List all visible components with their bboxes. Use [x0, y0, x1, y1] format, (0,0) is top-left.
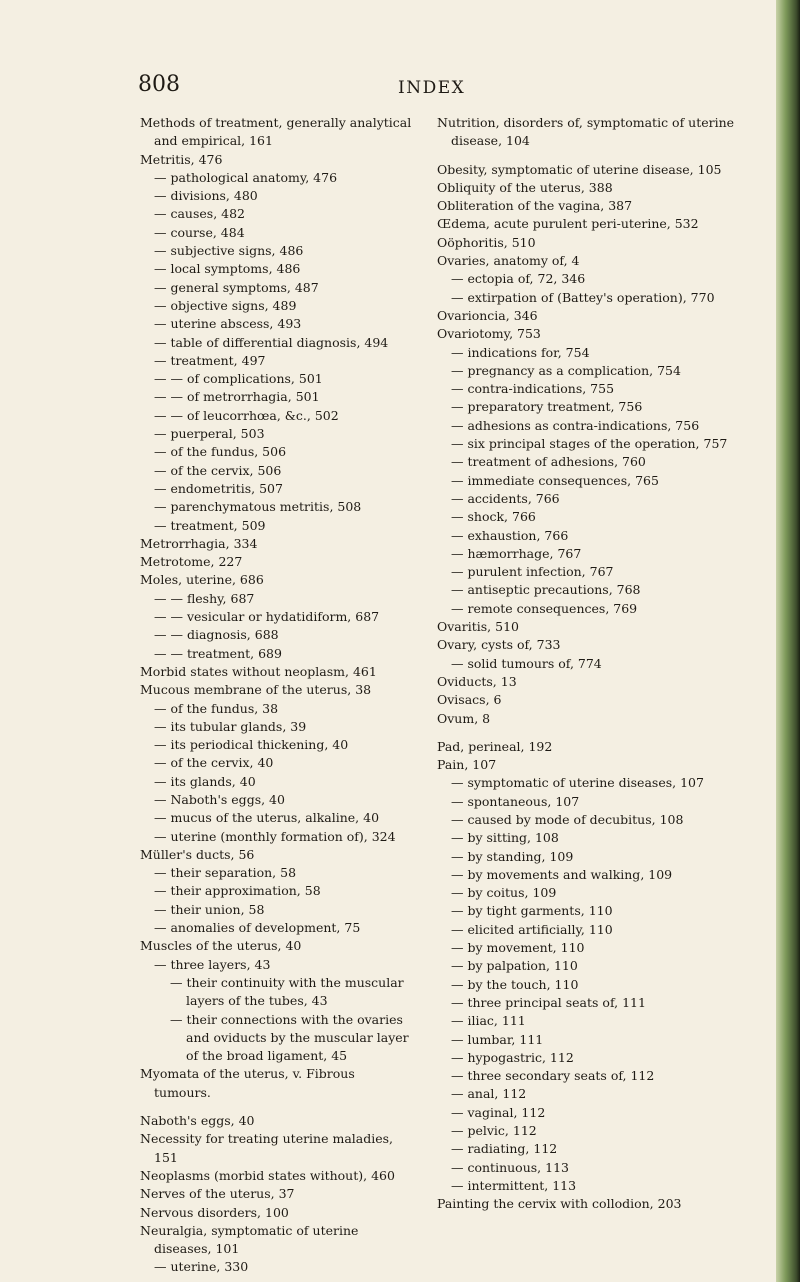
index-entry: Nerves of the uterus, 37 [140, 1186, 295, 1202]
index-entry: Neuralgia, symptomatic of uterine diseases, 101 [140, 1222, 359, 1257]
index-subentry: — uterine, 330 [154, 1259, 249, 1275]
index-subentry: — — of leucorrhœa, &c., 502 [154, 407, 339, 423]
index-subentry: — its glands, 40 [154, 773, 256, 789]
index-subentry: — treatment, 497 [154, 352, 266, 368]
index-subentry: — objective signs, 489 [154, 297, 297, 313]
index-entry: Muscles of the uterus, 40 [140, 938, 302, 954]
index-subentry: — exhaustion, 766 [451, 527, 569, 543]
index-entry: Obliteration of the vagina, 387 [437, 198, 633, 214]
index-subentry: — puerperal, 503 [154, 426, 265, 442]
index-subentry: — three principal seats of, 111 [451, 994, 646, 1010]
index-subentry: — preparatory treatment, 756 [451, 399, 643, 415]
index-subentry: — three layers, 43 [154, 956, 271, 972]
index-subentry: — by movement, 110 [451, 940, 585, 956]
index-subentry: — of the fundus, 38 [154, 700, 279, 716]
index-subentry: — immediate consequences, 765 [451, 472, 659, 488]
index-subentry: — intermittent, 113 [451, 1177, 577, 1193]
index-subentry: — caused by mode of decubitus, 108 [451, 811, 684, 827]
index-entry: Naboth's eggs, 40 [140, 1113, 255, 1129]
index-subentry: — shock, 766 [451, 509, 536, 525]
index-entry: Ovariotomy, 753 [437, 326, 541, 342]
index-subentry: — — fleshy, 687 [154, 590, 255, 606]
index-subentry: — adhesions as contra-indications, 756 [451, 417, 700, 433]
index-subentry: — pregnancy as a complication, 754 [451, 362, 681, 378]
index-entry: Oviducts, 13 [437, 673, 517, 689]
index-subentry: — uterine (monthly formation of), 324 [154, 828, 396, 844]
index-subentry: — — of complications, 501 [154, 371, 323, 387]
index-subentry: — by movements and walking, 109 [451, 866, 673, 882]
index-subentry: — causes, 482 [154, 206, 246, 222]
index-subentry: — their continuity with the muscular layers of the tubes, 43 [170, 974, 404, 1009]
index-entry: Ovaritis, 510 [437, 619, 519, 635]
index-entry: Nervous disorders, 100 [140, 1204, 289, 1220]
index-subentry: — anal, 112 [451, 1086, 527, 1102]
index-subentry: — by sitting, 108 [451, 830, 559, 846]
index-subentry: — by tight garments, 110 [451, 903, 613, 919]
index-entry: Obesity, symptomatic of uterine disease, 105 [437, 161, 722, 177]
index-entry: Obliquity of the uterus, 388 [437, 179, 613, 195]
index-subentry: — extirpation of (Battey's operation), 770 [451, 289, 715, 305]
index-subentry: — table of differential diagnosis, 494 [154, 334, 389, 350]
index-entry: Oöphoritis, 510 [437, 234, 536, 250]
index-entry: Ovum, 8 [437, 710, 491, 726]
index-entry: Ovaries, anatomy of, 4 [437, 253, 580, 269]
index-entry: Painting the cervix with collodion, 203 [437, 1196, 682, 1212]
index-entry: Pain, 107 [437, 757, 497, 773]
index-subentry: — — vesicular or hydatidiform, 687 [154, 609, 380, 625]
index-column-left [140, 114, 415, 1277]
index-subentry: — lumbar, 111 [451, 1031, 544, 1047]
index-entry: Ovarioncia, 346 [437, 307, 538, 323]
index-subentry: — contra-indications, 755 [451, 381, 615, 397]
index-entry: Neoplasms (morbid states without), 460 [140, 1167, 395, 1183]
index-subentry: — of the fundus, 506 [154, 444, 287, 460]
index-subentry: — spontaneous, 107 [451, 793, 580, 809]
index-subentry: — uterine abscess, 493 [154, 316, 302, 332]
index-entry: Metritis, 476 [140, 151, 223, 167]
index-entry: Ovisacs, 6 [437, 692, 502, 708]
index-subentry: — antiseptic precautions, 768 [451, 582, 641, 598]
index-entry: Pad, perineal, 192 [437, 738, 553, 754]
index-subentry: — — diagnosis, 688 [154, 627, 279, 643]
index-subentry: — indications for, 754 [451, 344, 590, 360]
index-entry: Moles, uterine, 686 [140, 572, 264, 588]
index-entry: Müller's ducts, 56 [140, 846, 255, 862]
index-subentry: — — of metrorrhagia, 501 [154, 389, 320, 405]
index-subentry: — purulent infection, 767 [451, 564, 614, 580]
index-subentry: — pathological anatomy, 476 [154, 169, 338, 185]
page-number: 808 [138, 72, 180, 97]
index-subentry: — its periodical thickening, 40 [154, 737, 349, 753]
index-subentry: — solid tumours of, 774 [451, 655, 602, 671]
index-column-right [437, 114, 747, 1214]
index-subentry: — parenchymatous metritis, 508 [154, 499, 362, 515]
page-header [0, 72, 800, 112]
index-subentry: — of the cervix, 40 [154, 755, 274, 771]
index-subentry: — their approximation, 58 [154, 883, 321, 899]
index-entry: Methods of treatment, generally analytical and empirical, 161 [140, 115, 412, 149]
index-subentry: — local symptoms, 486 [154, 261, 301, 277]
index-entry: Nutrition, disorders of, symptomatic of uterine disease, 104 [437, 115, 735, 149]
index-subentry: — treatment, 509 [154, 517, 266, 533]
index-entry: Metrorrhagia, 334 [140, 535, 258, 551]
index-subentry: — mucus of the uterus, alkaline, 40 [154, 810, 380, 826]
index-entry: Morbid states without neoplasm, 461 [140, 663, 377, 679]
index-subentry: — pelvic, 112 [451, 1123, 537, 1139]
index-subentry: — radiating, 112 [451, 1141, 558, 1157]
index-subentry: — by coitus, 109 [451, 885, 557, 901]
index-entry: Metrotome, 227 [140, 554, 243, 570]
index-subentry: — their union, 58 [154, 901, 265, 917]
index-subentry: — hypogastric, 112 [451, 1049, 574, 1065]
index-subentry: — elicited artificially, 110 [451, 921, 613, 937]
index-entry: Necessity for treating uterine maladies, 151 [140, 1131, 394, 1165]
index-subentry: — course, 484 [154, 224, 245, 240]
book-spine-edge [776, 0, 800, 1282]
index-entry: Ovary, cysts of, 733 [437, 637, 561, 653]
index-subentry: — divisions, 480 [154, 188, 258, 204]
index-subentry: — anomalies of development, 75 [154, 920, 361, 936]
index-subentry: — — treatment, 689 [154, 645, 282, 661]
page-title: INDEX [398, 78, 466, 98]
index-subentry: — hæmorrhage, 767 [451, 545, 582, 561]
index-subentry: — its tubular glands, 39 [154, 718, 307, 734]
index-subentry: — remote consequences, 769 [451, 600, 638, 616]
index-subentry: — ectopia of, 72, 346 [451, 271, 586, 287]
index-subentry: — vaginal, 112 [451, 1104, 546, 1120]
index-subentry: — symptomatic of uterine diseases, 107 [451, 775, 704, 791]
index-subentry: — endometritis, 507 [154, 480, 283, 496]
index-subentry: — general symptoms, 487 [154, 279, 319, 295]
index-subentry: — treatment of adhesions, 760 [451, 454, 646, 470]
index-entry: Mucous membrane of the uterus, 38 [140, 682, 372, 698]
index-subentry: — continuous, 113 [451, 1159, 569, 1175]
index-entry: Œdema, acute purulent peri-uterine, 532 [437, 216, 699, 232]
index-subentry: — Naboth's eggs, 40 [154, 791, 285, 807]
index-subentry: — six principal stages of the operation, 757 [451, 436, 728, 452]
index-subentry: — subjective signs, 486 [154, 243, 304, 259]
index-subentry: — by the touch, 110 [451, 976, 579, 992]
index-subentry: — by standing, 109 [451, 848, 574, 864]
index-subentry: — iliac, 111 [451, 1013, 526, 1029]
index-subentry: — of the cervix, 506 [154, 462, 282, 478]
index-subentry: — three secondary seats of, 112 [451, 1068, 655, 1084]
index-subentry: — their connections with the ovaries and oviducts by the muscular layer of the broad ligament, 45 [170, 1011, 409, 1064]
index-subentry: — their separation, 58 [154, 865, 297, 881]
index-entry: Myomata of the uterus, v. Fibrous tumours. [140, 1066, 355, 1100]
index-subentry: — accidents, 766 [451, 490, 560, 506]
index-subentry: — by palpation, 110 [451, 958, 578, 974]
